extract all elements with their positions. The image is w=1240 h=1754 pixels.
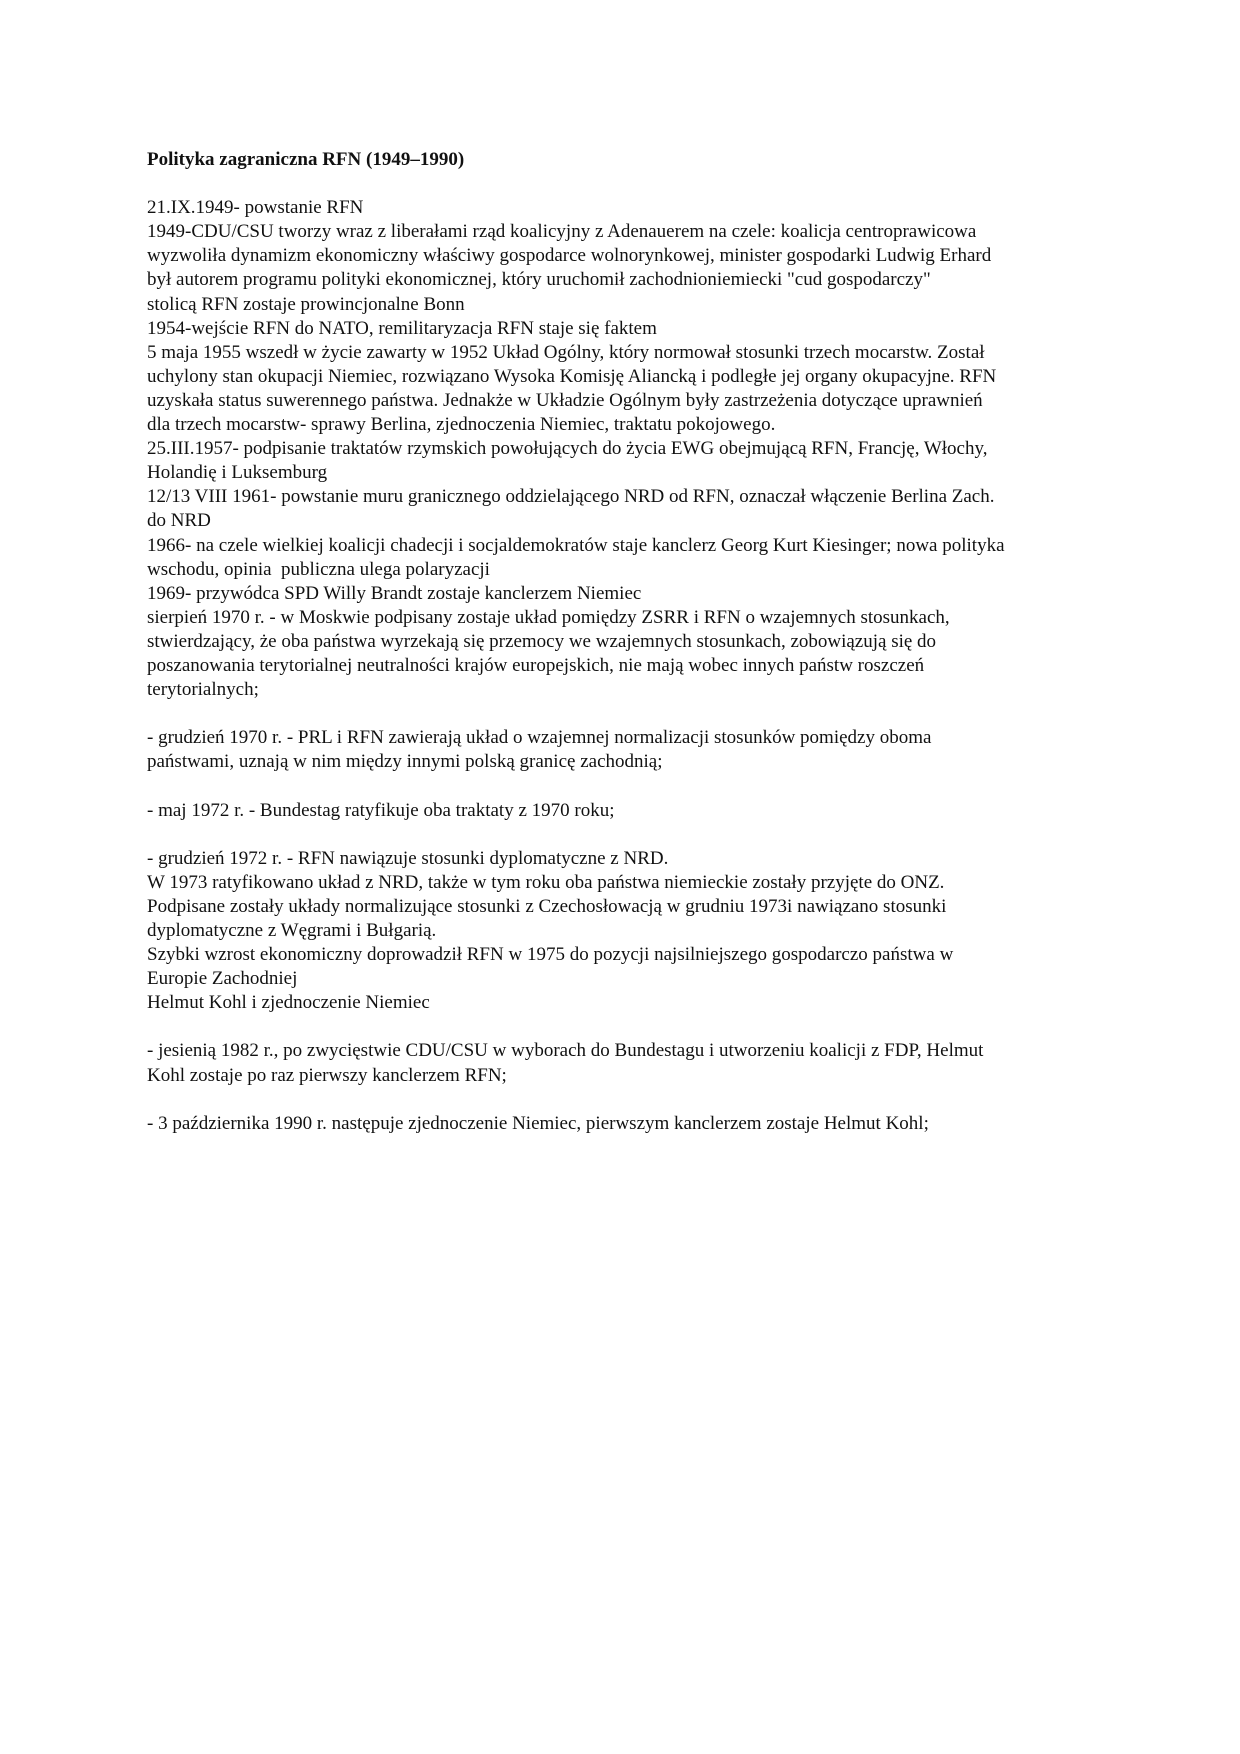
- text-line: wyzwoliła dynamizm ekonomiczny właściwy gospodarce wolnorynkowej, minister gospodarki Ludwig Erhard: [147, 245, 992, 267]
- text-line: 1954-wejście RFN do NATO, remilitaryzacja RFN staje się faktem: [147, 317, 657, 339]
- text-line: - 3 października 1990 r. następuje zjednoczenie Niemiec, pierwszym kanclerzem zostaje Helmut Kohl;: [147, 1112, 929, 1134]
- text-line: stolicą RFN zostaje prowincjonalne Bonn: [147, 293, 465, 315]
- text-line: 12/13 VIII 1961- powstanie muru granicznego oddzielającego NRD od RFN, oznaczał włączenie Berlina Zach.: [147, 486, 995, 508]
- text-line: 25.III.1957- podpisanie traktatów rzymskich powołujących do życia EWG obejmującą RFN, Francję, Włochy,: [147, 438, 988, 460]
- text-line: 1966- na czele wielkiej koalicji chadecji i socjaldemokratów staje kanclerz Georg Kurt Kiesinger; nowa polityka: [147, 534, 1005, 556]
- text-line: państwami, uznają w nim między innymi polską granicę zachodnią;: [147, 751, 663, 773]
- text-line: wschodu, opinia publiczna ulega polaryzacji: [147, 558, 490, 580]
- document-page: [147, 148, 1107, 1136]
- text-line: 1969- przywódca SPD Willy Brandt zostaje kanclerzem Niemiec: [147, 582, 642, 604]
- text-line: - grudzień 1972 r. - RFN nawiązuje stosunki dyplomatyczne z NRD.: [147, 847, 669, 869]
- text-line: W 1973 ratyfikowano układ z NRD, także w tym roku oba państwa niemieckie zostały przyjęte do ONZ.: [147, 871, 945, 893]
- text-line: dla trzech mocarstw- sprawy Berlina, zjednoczenia Niemiec, traktatu pokojowego.: [147, 414, 776, 436]
- text-line: Holandię i Luksemburg: [147, 462, 328, 484]
- text-line: sierpień 1970 r. - w Moskwie podpisany zostaje układ pomiędzy ZSRR i RFN o wzajemnych stosunkach,: [147, 606, 950, 628]
- blank-line: [147, 1088, 1107, 1112]
- text-line: - maj 1972 r. - Bundestag ratyfikuje oba traktaty z 1970 roku;: [147, 799, 615, 821]
- text-line: dyplomatyczne z Węgrami i Bułgarią.: [147, 920, 437, 941]
- text-line: stwierdzający, że oba państwa wyrzekają się przemocy we wzajemnych stosunkach, zobowiązują się do: [147, 630, 937, 652]
- text-line: poszanowania terytorialnej neutralności krajów europejskich, nie mają wobec innych państw roszczeń: [147, 654, 925, 676]
- text-line: - grudzień 1970 r. - PRL i RFN zawierają układ o wzajemnej normalizacji stosunków pomiędzy oboma: [147, 727, 932, 749]
- blank-line: [147, 172, 1107, 196]
- text-line: 1949-CDU/CSU tworzy wraz z liberałami rząd koalicyjny z Adenauerem na czele: koalicja centroprawicowa: [147, 221, 977, 243]
- document-body: [147, 172, 1107, 1136]
- text-line: Helmut Kohl i zjednoczenie Niemiec: [147, 992, 430, 1014]
- text-line: Kohl zostaje po raz pierwszy kanclerzem RFN;: [147, 1064, 507, 1086]
- text-line: 5 maja 1955 wszedł w życie zawarty w 1952 Układ Ogólny, który normował stosunki trzech mocarstw. Został: [147, 341, 985, 363]
- document-title: Polityka zagraniczna RFN (1949–1990): [147, 149, 465, 170]
- blank-line: [147, 823, 1107, 847]
- text-line: terytorialnych;: [147, 679, 259, 701]
- blank-line: [147, 702, 1107, 726]
- text-line: do NRD: [147, 510, 211, 532]
- blank-line: [147, 1015, 1107, 1039]
- text-line: - jesienią 1982 r., po zwycięstwie CDU/CSU w wyborach do Bundestagu i utworzeniu koalicji z FDP, Helmut: [147, 1040, 984, 1062]
- blank-line: [147, 774, 1107, 798]
- text-line: uzyskała status suwerennego państwa. Jednakże w Układzie Ogólnym były zastrzeżenia dotyczące uprawnień: [147, 389, 983, 411]
- text-line: Podpisane zostały układy normalizujące stosunki z Czechosłowacją w grudniu 1973i nawiązano stosunki: [147, 895, 947, 917]
- text-line: był autorem programu polityki ekonomicznej, który uruchomił zachodnioniemiecki "cud gospodarczy": [147, 269, 931, 291]
- text-line: uchylony stan okupacji Niemiec, rozwiązano Wysoka Komisję Aliancką i podległe jej organy okupacyjne. RFN: [147, 365, 997, 387]
- text-line: Europie Zachodniej: [147, 968, 298, 990]
- text-line: Szybki wzrost ekonomiczny doprowadził RFN w 1975 do pozycji najsilniejszego gospodarczo państwa w: [147, 944, 954, 966]
- text-line: 21.IX.1949- powstanie RFN: [147, 197, 364, 219]
